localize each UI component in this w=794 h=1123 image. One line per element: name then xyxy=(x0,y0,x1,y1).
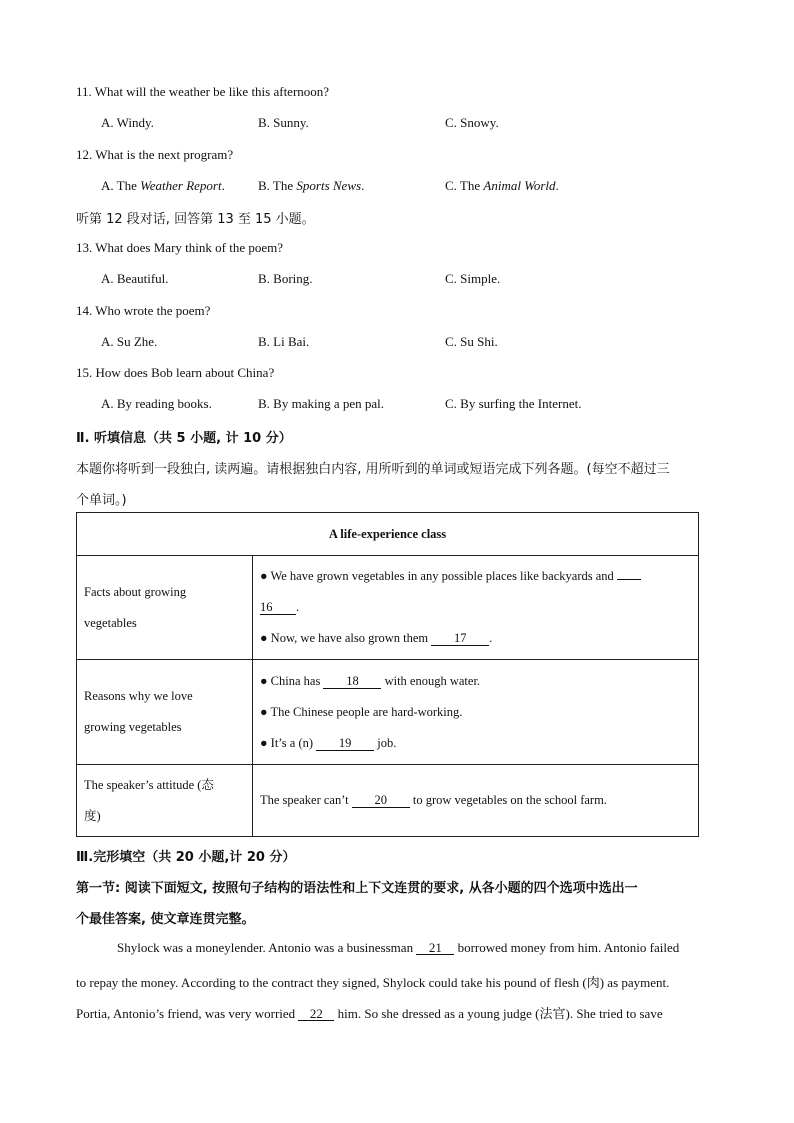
part-1-instruction-line-2: 个最佳答案, 使文章连贯完整。 xyxy=(76,912,255,927)
blank-20[interactable]: 20 xyxy=(352,794,410,808)
question-15: 15. How does Bob learn about China? xyxy=(76,365,275,380)
table-row xyxy=(77,660,699,765)
blank-16[interactable]: 16 xyxy=(260,601,296,615)
option-15b: B. By making a pen pal. xyxy=(258,396,385,411)
listening-instruction: 听第 12 段对话, 回答第 13 至 15 小题。 xyxy=(76,212,315,227)
option-15c: C. By surfing the Internet. xyxy=(445,396,582,411)
option-15a: A. By reading books. xyxy=(101,396,212,411)
row-content: The speaker can’t 20 to grow vegetables on the school farm. xyxy=(253,765,699,837)
question-14: 14. Who wrote the poem? xyxy=(76,303,211,318)
blank-19[interactable]: 19 xyxy=(316,737,374,751)
row-content xyxy=(253,556,699,660)
option-11b: B. Sunny. xyxy=(258,115,309,130)
passage-line-1: Shylock was a moneylender. Antonio was a businessman 21 borrowed money from him. Antonio failed xyxy=(117,940,680,955)
passage-line-2: to repay the money. According to the contract they signed, Shylock could take his pound of flesh (肉) as payment. xyxy=(76,975,670,990)
blank-21[interactable]: 21 xyxy=(416,941,454,955)
option-11a: A. Windy. xyxy=(101,115,154,130)
table-row xyxy=(77,556,699,660)
table-title: A life-experience class xyxy=(77,513,699,556)
blank-17[interactable]: 17 xyxy=(431,632,489,646)
fact-line-2: 16 . xyxy=(260,600,300,614)
option-12b: B. The Sports News. xyxy=(258,178,365,193)
blank-18[interactable]: 18 xyxy=(323,675,381,689)
option-13c: C. Simple. xyxy=(445,271,501,286)
row-content: ● China has 18 with enough water. ● The Chinese people are hard-working. ● It’s a (n) 19 job. xyxy=(253,660,699,765)
info-table xyxy=(76,512,699,837)
option-12c: C. The Animal World. xyxy=(445,178,559,193)
section-2-instruction-line-1: 本题你将听到一段独白, 读两遍。请根据独白内容, 用所听到的单词或短语完成下列各题。(每空不超过三 xyxy=(76,462,670,477)
fact-line-1: ● We have grown vegetables in any possible places like backyards and xyxy=(260,561,691,592)
section-3-heading: Ⅲ.完形填空（共 20 小题,计 20 分） xyxy=(76,850,296,865)
question-13: 13. What does Mary think of the poem? xyxy=(76,240,283,255)
row-label: Reasons why we love growing vegetables xyxy=(77,660,253,765)
section-2-heading: Ⅱ. 听填信息（共 5 小题, 计 10 分） xyxy=(76,431,292,446)
part-1-instruction-line-1: 第一节: 阅读下面短文, 按照句子结构的语法性和上下文连贯的要求, 从各小题的四个选项中选出一 xyxy=(76,881,638,896)
option-11c: C. Snowy. xyxy=(445,115,499,130)
blank-22[interactable]: 22 xyxy=(298,1007,334,1021)
option-12a: A. The Weather Report. xyxy=(101,178,225,193)
option-14b: B. Li Bai. xyxy=(258,334,310,349)
fact-line-3: ● Now, we have also grown them 17 . xyxy=(260,631,493,645)
row-label: The speaker’s attitude (态 度) xyxy=(77,765,253,837)
question-12: 12. What is the next program? xyxy=(76,147,234,162)
option-14a: A. Su Zhe. xyxy=(101,334,158,349)
option-14c: C. Su Shi. xyxy=(445,334,498,349)
section-2-instruction-line-2: 个单词。) xyxy=(76,493,127,508)
table-row xyxy=(77,765,699,837)
question-11: 11. What will the weather be like this afternoon? xyxy=(76,84,330,99)
option-13b: B. Boring. xyxy=(258,271,313,286)
row-label: Facts about growing vegetables xyxy=(77,556,253,660)
option-13a: A. Beautiful. xyxy=(101,271,169,286)
passage-line-3: Portia, Antonio’s friend, was very worried 22 him. So she dressed as a young judge (法官). She tried to save xyxy=(76,1006,663,1021)
